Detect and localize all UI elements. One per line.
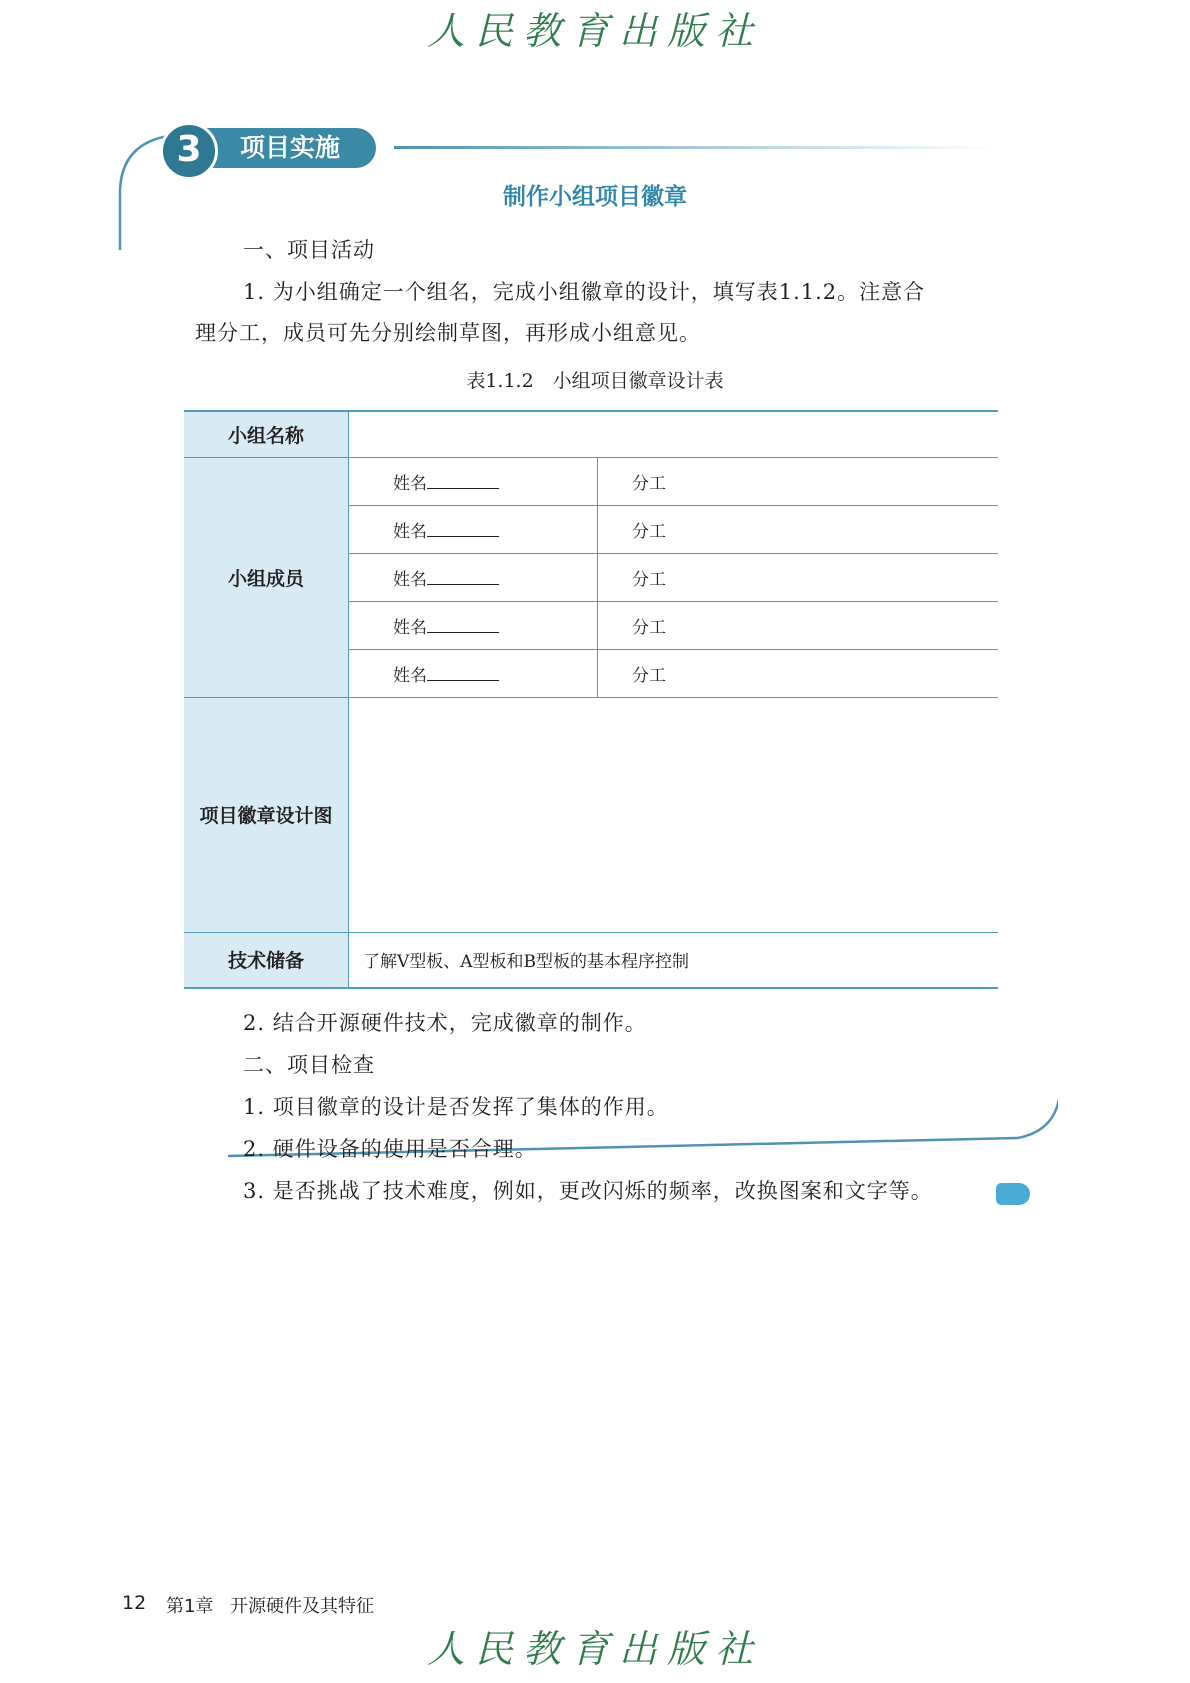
name-blank [427,568,499,585]
publisher-logo-bottom: 人民教育出版社 [426,1627,763,1671]
item1-line1: 1. 为小组确定一个组名，完成小组徽章的设计，填写表1.1.2。注意合 [243,280,926,304]
table-caption: 表1.1.2 小组项目徽章设计表 [466,370,724,392]
item2: 2. 结合开源硬件技术，完成徽章的制作。 [243,1011,647,1035]
group-name-label: 小组名称 [184,411,349,457]
member-division-cell[interactable]: 分工 [598,553,999,601]
tech-value: 了解V型板、A型板和B型板的基本程序控制 [349,932,999,988]
member-division-cell[interactable]: 分工 [598,601,999,649]
name-blank [427,616,499,633]
table-row [184,697,998,932]
check-item-1: 1. 项目徽章的设计是否发挥了集体的作用。 [243,1095,669,1119]
part2-title: 二、项目检查 [243,1053,375,1077]
part1-title: 一、项目活动 [243,238,375,262]
section-number-badge: 3 [160,122,218,180]
table-row [184,457,998,505]
design-label: 项目徽章设计图 [184,697,349,932]
name-blank [427,472,499,489]
design-table [184,410,998,989]
page-heading: 制作小组项目徽章 [503,184,687,210]
group-name-cell[interactable] [349,411,999,457]
member-name-cell[interactable]: 姓名 [349,457,598,505]
page-number: 12 [122,1592,147,1614]
member-name-cell[interactable]: 姓名 [349,649,598,697]
member-name-cell[interactable]: 姓名 [349,505,598,553]
member-division-cell[interactable]: 分工 [598,457,999,505]
member-name-cell[interactable]: 姓名 [349,553,598,601]
member-division-cell[interactable]: 分工 [598,505,999,553]
check-item-2: 2. 硬件设备的使用是否合理。 [243,1137,537,1161]
name-blank [427,664,499,681]
publisher-logo-top: 人民教育出版社 [426,9,763,53]
section-divider [394,146,994,149]
item1-line2: 理分工，成员可先分别绘制草图，再形成小组意见。 [195,321,701,345]
table-row [184,411,998,457]
member-division-cell[interactable]: 分工 [598,649,999,697]
section-badge [168,128,376,168]
design-drawing-area[interactable] [349,697,999,932]
member-name-cell[interactable]: 姓名 [349,601,598,649]
chapter-number: 第1章 [166,1596,214,1617]
section-title: 项目实施 [240,133,341,162]
members-label: 小组成员 [184,457,349,697]
chapter-title: 开源硬件及其特征 [230,1596,374,1617]
name-blank [427,520,499,537]
check-item-3: 3. 是否挑战了技术难度，例如，更改闪烁的频率，改换图案和文字等。 [243,1179,933,1203]
pointing-hand-icon [996,1183,1030,1205]
tech-label: 技术储备 [184,932,349,988]
table-row [184,932,998,988]
